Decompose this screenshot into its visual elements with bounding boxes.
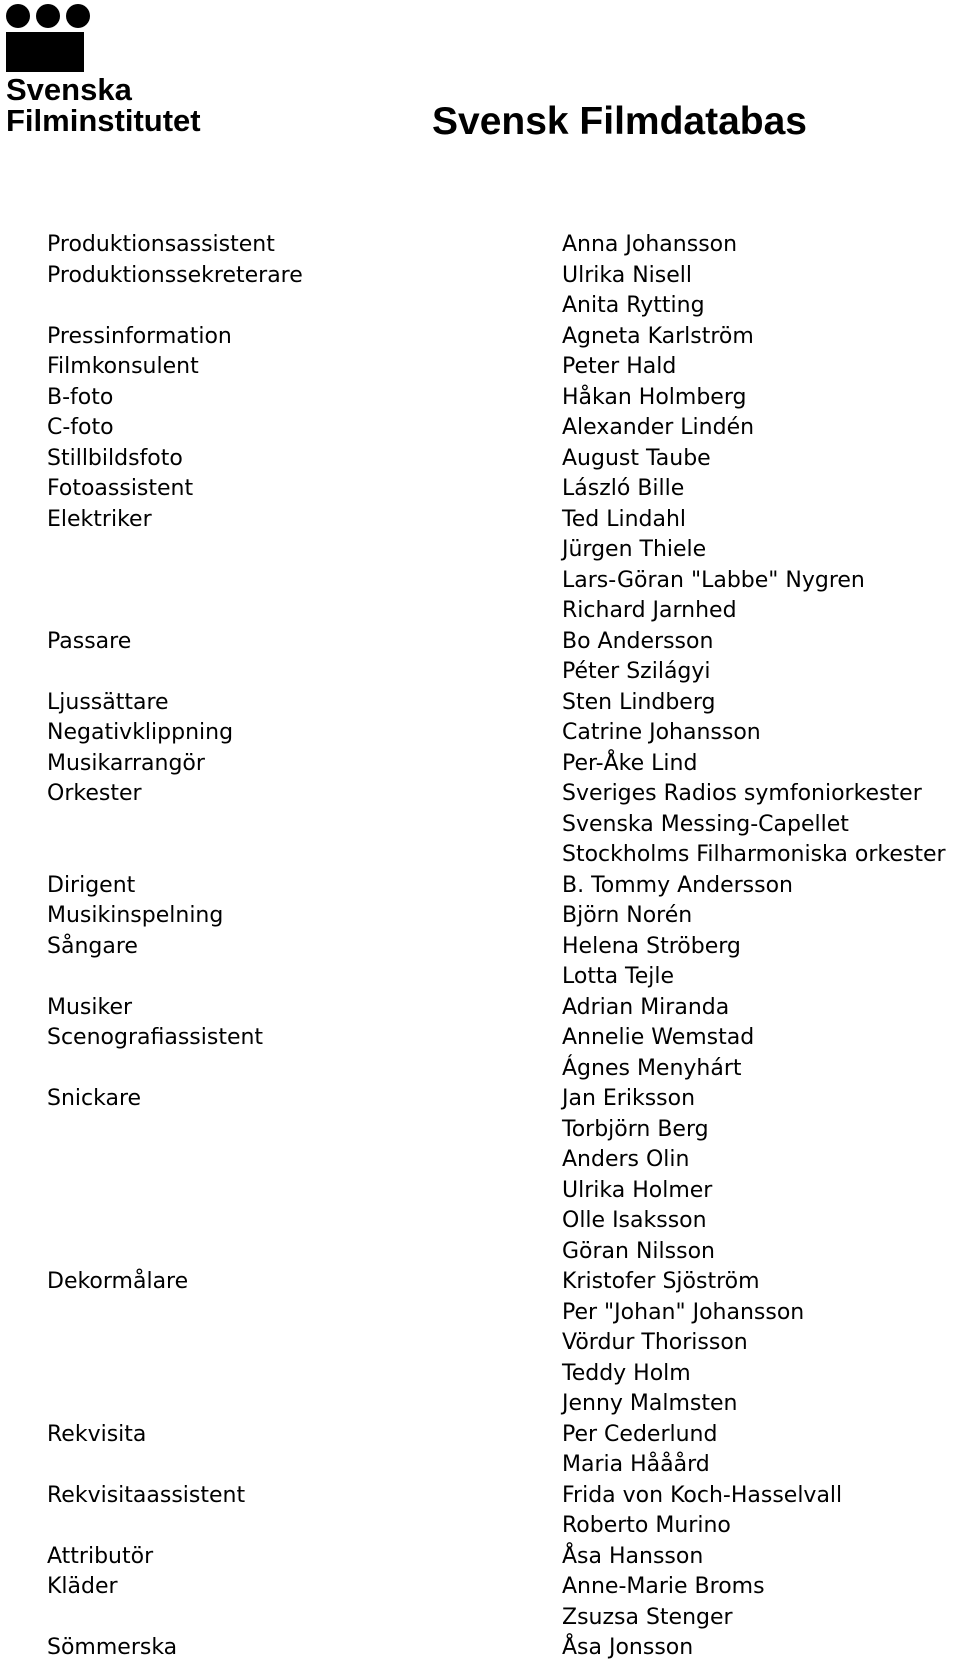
credit-name: August Taube: [562, 445, 711, 471]
credit-role: [47, 840, 303, 871]
credit-name: Björn Norén: [562, 903, 693, 928]
credit-role: Musikinspelning: [47, 903, 224, 928]
credit-role: Negativklippning: [47, 720, 234, 745]
credit-name: Anita Rytting: [562, 293, 705, 318]
credit-role: Scenografiassistent: [47, 1025, 264, 1050]
credit-role: Produktionsassistent: [47, 232, 275, 257]
credit-role: Stillbildsfoto: [47, 445, 183, 471]
credit-role: Attributör: [47, 1543, 154, 1569]
credit-name: Per "Johan" Johansson: [562, 1299, 805, 1325]
credit-name: Peter Hald: [562, 354, 677, 379]
credit-name: Kristofer Sjöström: [562, 1269, 760, 1294]
credit-role: [47, 1359, 303, 1390]
credit-name: B. Tommy Andersson: [562, 872, 793, 898]
credit-name: Catrine Johansson: [562, 720, 761, 745]
credit-role: C-foto: [47, 415, 114, 440]
credit-name: László Bille: [562, 476, 685, 501]
credit-name: Maria Hååård: [562, 1452, 710, 1477]
credit-name: Ted Lindahl: [562, 506, 687, 532]
credit-name: Jan Eriksson: [562, 1086, 696, 1111]
credit-role: Dirigent: [47, 872, 136, 898]
credit-role: B-foto: [47, 384, 114, 410]
credit-name: Helena Ströberg: [562, 933, 741, 959]
credit-name: Péter Szilágyi: [562, 659, 711, 684]
credit-role: Snickare: [47, 1086, 142, 1111]
credit-role: [47, 1511, 303, 1542]
credit-role-column: [47, 230, 303, 1664]
credit-name: Anna Johansson: [562, 232, 738, 257]
logo-dots: [6, 4, 96, 28]
credit-name: Lars-Göran "Labbe" Nygren: [562, 567, 865, 593]
credit-role: [47, 1176, 303, 1207]
credit-name: Stockholms Filharmoniska orkester: [562, 842, 946, 867]
credit-name: Sten Lindberg: [562, 689, 716, 715]
credit-role: Produktionssekreterare: [47, 262, 303, 288]
credit-name: Adrian Miranda: [562, 994, 730, 1020]
credit-role: Sömmerska: [47, 1635, 178, 1660]
credit-role: Filmkonsulent: [47, 354, 199, 379]
credit-role: Passare: [47, 628, 132, 654]
credit-role: [47, 535, 303, 566]
credit-role: Sångare: [47, 933, 138, 959]
credit-role: Orkester: [47, 781, 142, 806]
logo-wordmark: [6, 74, 201, 136]
credit-role: Elektriker: [47, 506, 152, 532]
credit-role: [47, 962, 303, 993]
credit-role: [47, 1603, 303, 1634]
credit-role: [47, 1389, 303, 1420]
credit-role: [47, 1328, 303, 1359]
credit-name: Ulrika Nisell: [562, 262, 692, 288]
credit-role: [47, 596, 303, 627]
credit-name: Agneta Karlström: [562, 323, 754, 349]
credit-name: Roberto Murino: [562, 1513, 731, 1538]
credit-name: Zsuzsa Stenger: [562, 1604, 733, 1630]
credit-name-column: [562, 230, 946, 1664]
credit-role: Pressinformation: [47, 323, 232, 349]
credit-role: Rekvisitaassistent: [47, 1482, 246, 1508]
credit-role: [47, 566, 303, 597]
credit-role: Dekormålare: [47, 1269, 189, 1294]
credit-name: Annelie Wemstad: [562, 1025, 755, 1050]
logo-dot: [66, 4, 90, 28]
credit-role: Rekvisita: [47, 1421, 147, 1447]
credit-name: Richard Jarnhed: [562, 598, 737, 623]
credit-name: Frida von Koch-Hasselvall: [562, 1482, 843, 1508]
credit-role: Fotoassistent: [47, 476, 194, 501]
logo-text-line2: Filminstitutet: [6, 103, 201, 138]
credit-name: Jürgen Thiele: [562, 537, 707, 562]
credit-role: [47, 657, 303, 688]
credit-role: [47, 810, 303, 841]
credit-name: Göran Nilsson: [562, 1238, 715, 1264]
credit-name: Bo Andersson: [562, 628, 714, 654]
credit-role: [47, 291, 303, 322]
credit-name: Anders Olin: [562, 1147, 690, 1172]
credit-name: Svenska Messing-Capellet: [562, 811, 849, 837]
credit-role: [47, 1450, 303, 1481]
logo-text-line1: Svenska: [6, 72, 132, 107]
credit-name: Torbjörn Berg: [562, 1116, 709, 1142]
credit-role: Musikarrangör: [47, 750, 205, 776]
credit-role: [47, 1298, 303, 1329]
credit-role: Musiker: [47, 994, 133, 1020]
credit-name: Ágnes Menyhárt: [562, 1055, 742, 1081]
credit-role: [47, 1237, 303, 1268]
credit-name: Vördur Thorisson: [562, 1330, 748, 1355]
credit-name: Alexander Lindén: [562, 415, 755, 440]
credit-name: Per-Åke Lind: [562, 750, 698, 776]
credit-name: Sveriges Radios symfoniorkester: [562, 781, 922, 806]
credit-name: Anne-Marie Broms: [562, 1574, 765, 1599]
credit-name: Per Cederlund: [562, 1421, 718, 1447]
credit-name: Jenny Malmsten: [562, 1391, 738, 1416]
credit-name: Ulrika Holmer: [562, 1177, 713, 1203]
credit-role: Ljussättare: [47, 689, 169, 715]
credit-role: [47, 1145, 303, 1176]
credit-name: Åsa Jonsson: [562, 1635, 694, 1660]
credit-role: [47, 1115, 303, 1146]
credit-role: [47, 1054, 303, 1085]
svenska-filminstitutet-logo: [6, 4, 226, 140]
credit-role: [47, 1206, 303, 1237]
credit-name: Lotta Tejle: [562, 964, 675, 989]
credit-name: Åsa Hansson: [562, 1543, 704, 1569]
logo-dot: [6, 4, 30, 28]
logo-dot: [36, 4, 60, 28]
credit-name: Teddy Holm: [562, 1360, 691, 1386]
logo-square: [6, 32, 84, 72]
credit-name: Håkan Holmberg: [562, 384, 747, 410]
page-title: Svensk Filmdatabas: [432, 100, 807, 143]
credit-name: Olle Isaksson: [562, 1208, 707, 1233]
credit-role: Kläder: [47, 1574, 118, 1599]
